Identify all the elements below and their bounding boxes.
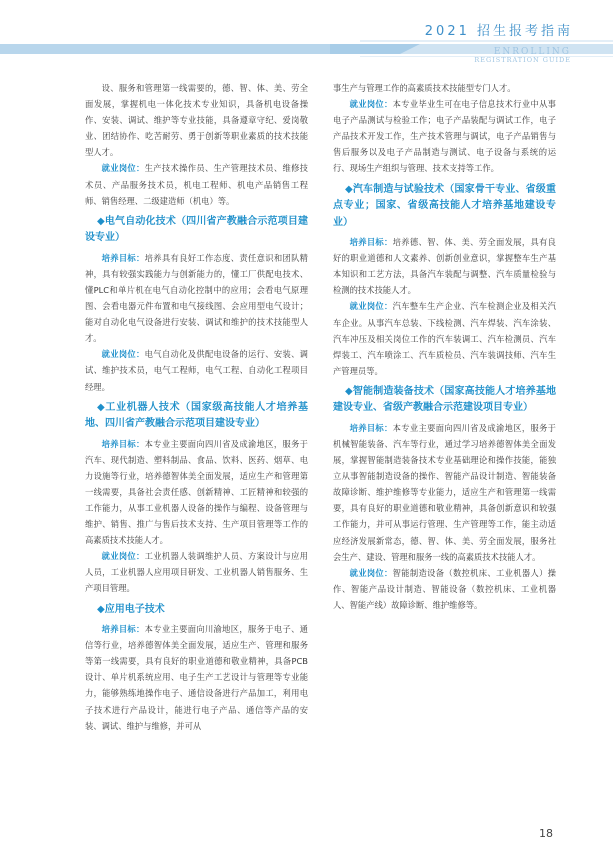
label: 培养目标：	[101, 438, 145, 449]
paragraph	[85, 621, 308, 734]
label: 就业岗位：	[349, 301, 393, 312]
section-heading	[333, 182, 556, 232]
section-heading	[85, 214, 308, 247]
paragraph	[333, 298, 556, 378]
paragraph	[333, 234, 556, 298]
text: 培养具有良好工作态度、责任意识和团队精神，具有较强实践能力与创新能力的，懂工厂供配电技术、懂PLC和单片机在电气自动化控制中的应用；会看电气原理图、会看电器元件布置和电气接线图、会应用型电气设计；能对自动化电气设备进行安装、调试和维护的技术技能型人才。	[85, 252, 308, 344]
paragraph	[333, 420, 556, 565]
text: 智能制造设备（数控机床、工业机器人）操作、智能产品设计制造、智能设备（数控机床、工业机器人、智能产线）故障诊断、维护维修等。	[333, 567, 556, 610]
left-column	[85, 80, 308, 734]
text: 本专业主要面向四川省及成渝地区，服务于汽车、现代制造、塑料制品、食品、饮料、医药、烟草、电力设施等行业，培养德智体美全面发展，适应生产和管理第一线需要，具备社会责任感、创新精神、工匠精神和较强的工作能力，从事工业机器人设备的操作与编程、设备管理与维护、销售、推广与售后技术支持、生产项目管理等工作的高素质技术技能人才。	[85, 438, 308, 546]
text: 本专业毕业生可在电子信息技术行业中从事电子产品测试与检验工作；电子产品装配与调试工作，电子产品技术开发工作，生产技术管理与调试，电子产品销售与售后服务以及电子产品制造与测试、电子设备与系统的运行、现场生产组织与管理、技术支持等工作。	[333, 99, 556, 174]
paragraph	[85, 436, 308, 549]
text: 汽车整车生产企业、汽车检测企业及相关汽车企业。从事汽车总装、下线检测、汽车焊装、汽车涂装、汽车冲压及相关岗位工作的汽车装调工、汽车检测员、汽车焊装工、汽车喷涂工、汽车质检员、汽车装调技师、汽车生产管理员等。	[333, 301, 556, 376]
diamond-icon: ◆	[97, 215, 105, 227]
heading-text: 工业机器人技术（国家级高技能人才培养基地、四川省产教融合示范项目建设专业）	[85, 401, 308, 430]
text: 电气自动化及供配电设备的运行、安装、调试、维护技术员，电气工程师，电气工程、自动化工程项目经理。	[85, 349, 308, 392]
text: 本专业主要面向四川省及成渝地区，服务于机械智能装备、汽车等行业，通过学习培养德智体美全面发展，掌握智能制造装备技术专业基础理论和操作技能，能独立从事智能制造设备的操作、智能产品设计制造、智能装备故障诊断、维护维修等专业能力，适应生产和管理第一线需要，具有良好的职业道德和敬业精神，具备创新意识和较强工作能力，并可从事运行管理、生产管理等工作，能主动适应经济发展新常态，德、智、体、美、劳全面发展，服务社会生产、建设、管理和服务一线的高素质技术技能人才。	[333, 422, 556, 562]
header-en-line2: REGISTRATION GUIDE	[474, 56, 571, 64]
paragraph	[85, 160, 308, 208]
page-header	[0, 0, 613, 80]
text: 生产技术操作员、生产管理技术员、维修技术员、产品服务技术员，机电工程师、机电产品销售工程师、销售经理、二级建造师（机电）等。	[85, 163, 308, 206]
paragraph: 设、服务和管理第一线需要的，德、智、体、美、劳全面发展，掌握机电一体化技术专业知识，具备机电设备操作、安装、调试、维护等专业技能，具备遵章守纪、爱岗敬业、团结协作、吃苦耐劳、勇于创新等职业素质的技术技能型人才。	[85, 83, 308, 158]
label: 培养目标：	[349, 422, 393, 433]
label: 就业岗位：	[101, 163, 145, 174]
diamond-icon: ◆	[97, 401, 106, 413]
paragraph	[333, 96, 556, 176]
header-title: 2021 招生报考指南	[424, 24, 573, 39]
paragraph	[85, 346, 308, 394]
heading-text: 应用电子技术	[104, 603, 165, 615]
section-heading	[85, 602, 308, 619]
section-heading	[333, 384, 556, 417]
text: 本专业主要面向川渝地区，服务于电子、通信等行业，培养德智体美全面发展，适应生产、管理和服务等第一线需要，具有良好的职业道德和敬业精神，具备PCB设计、单片机系统应用、电子生产工艺设计与管理等专业能力，能够熟练地操作电子、通信设备进行产品加工，利用电子技术进行产品设计，能进行电子产品、通信等产品的安装、调试、维护与维修，并可从	[85, 624, 308, 731]
diamond-icon: ◆	[345, 183, 353, 195]
paragraph	[85, 548, 308, 596]
paragraph	[85, 250, 308, 347]
label: 就业岗位：	[101, 349, 145, 360]
text: 培养德、智、体、美、劳全面发展，具有良好的职业道德和人文素养、创新创业意识，掌握整车生产基本知识和工艺方法，具备汽车装配与调整、汽车质量检验与检测的技术技能人才。	[333, 237, 556, 296]
label: 培养目标：	[101, 624, 145, 635]
header-en-line1: ENROLLING	[493, 47, 571, 57]
heading-text: 智能制造装备技术（国家高技能人才培养基地建设专业、省级产教融合示范建设项目专业）	[333, 385, 556, 414]
header-subtitle	[474, 48, 571, 64]
paragraph	[333, 565, 556, 613]
section-heading	[85, 400, 308, 433]
diamond-icon: ◆	[97, 603, 105, 615]
page-number: 18	[539, 827, 553, 840]
label: 就业岗位：	[101, 551, 145, 562]
label: 培养目标：	[101, 252, 145, 263]
label: 就业岗位：	[349, 99, 393, 110]
label: 培养目标：	[349, 237, 393, 248]
text: 工业机器人装调维护人员、方案设计与应用人员，工业机器人应用项目研发、工业机器人销售服务、生产项目管理。	[85, 551, 308, 594]
right-column	[333, 80, 556, 613]
heading-text: 汽车制造与试验技术（国家骨干专业、省级重点专业；国家、省级高技能人才培养基地建设专业）	[333, 183, 556, 228]
label: 就业岗位：	[349, 567, 393, 578]
paragraph: 事生产与管理工作的高素质技术技能型专门人才。	[333, 83, 516, 93]
heading-text: 电气自动化技术（四川省产教融合示范项目建设专业）	[85, 215, 308, 244]
diamond-icon: ◆	[345, 385, 353, 397]
